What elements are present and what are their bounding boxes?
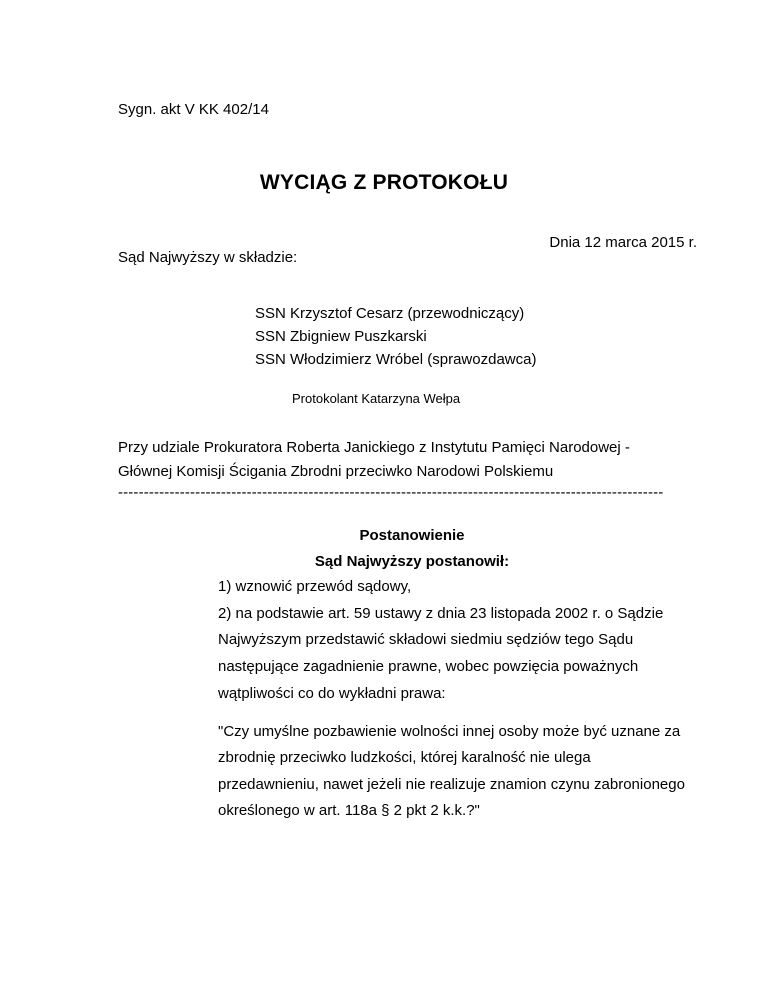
decision-item-line: 1) wznowić przewód sądowy, — [218, 578, 412, 595]
decision-subtitle: Sąd Najwyższy postanowił: — [314, 553, 510, 570]
legal-question-line: zbrodnię przeciwko ludzkości, której karalność nie ulega — [218, 749, 591, 767]
court-composition-label: Sąd Najwyższy w składzie: — [118, 249, 298, 266]
legal-question-line: przedawnieniu, nawet jeżeli nie realizuje znamion czynu zabronionego — [218, 775, 685, 793]
judge-item: SSN Zbigniew Puszkarski — [255, 328, 427, 345]
separator-line: ---------------------------------------------------------------------------------------------------------- — [118, 484, 664, 501]
document-title: WYCIĄG Z PROTOKOŁU — [259, 171, 509, 194]
legal-question-line: "Czy umyślne pozbawienie wolności innej osoby może być uznane za — [218, 723, 681, 740]
judge-item: SSN Włodzimierz Wróbel (sprawozdawca) — [255, 351, 537, 368]
court-clerk: Protokolant Katarzyna Wełpa — [292, 391, 461, 406]
decision-item-line: następujące zagadnienie prawne, wobec powzięcia poważnych — [218, 658, 639, 676]
case-number: Sygn. akt V KK 402/14 — [118, 101, 269, 118]
prosecutor-line-1: Przy udziale Prokuratora Roberta Janickiego z Instytutu Pamięci Narodowej - — [118, 439, 630, 456]
document-date: Dnia 12 marca 2015 r. — [549, 234, 697, 251]
decision-items — [218, 574, 708, 708]
judges-list — [255, 302, 536, 371]
legal-question — [218, 719, 685, 825]
prosecutor-line-2: Głównej Komisji Ścigania Zbrodni przeciwko Narodowi Polskiemu — [118, 463, 554, 480]
legal-question-line: określonego w art. 118a § 2 pkt 2 k.k.?" — [218, 802, 480, 820]
decision-item-line: Najwyższym przedstawić składowi siedmiu sędziów tego Sądu — [218, 631, 634, 649]
decision-item-line: wątpliwości co do wykładni prawa: — [218, 684, 446, 702]
judge-item: SSN Krzysztof Cesarz (przewodniczący) — [255, 305, 525, 322]
decision-title: Postanowienie — [359, 527, 465, 544]
decision-item-line: 2) na podstawie art. 59 ustawy z dnia 23 listopada 2002 r. o Sądzie — [218, 604, 664, 622]
